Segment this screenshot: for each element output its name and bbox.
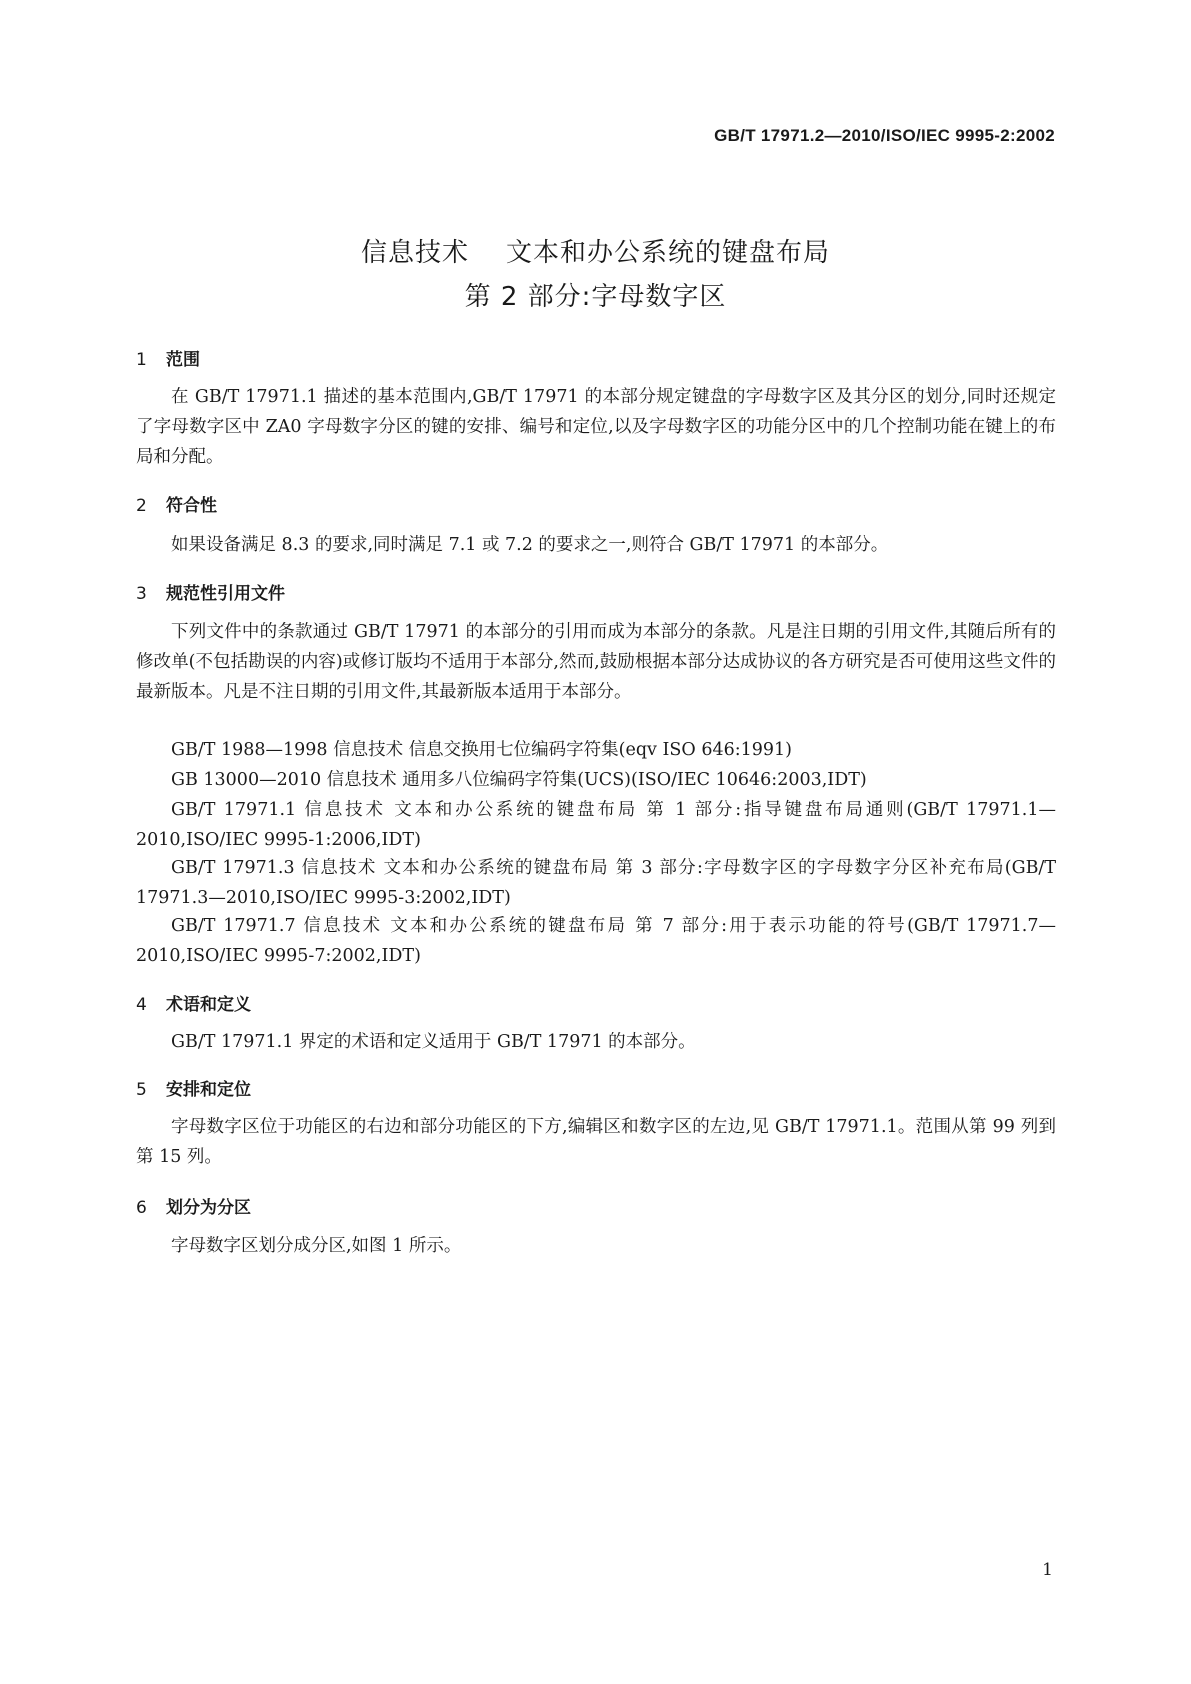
section-2-paragraph: 如果设备满足 8.3 的要求,同时满足 7.1 或 7.2 的要求之一,则符合 GB/T 17971 的本部分。 [171, 535, 889, 555]
section-4-heading [136, 990, 251, 1015]
section-number: 2 [136, 496, 147, 516]
standard-code: GB/T 17971.2—2010/ISO/IEC 9995-2:2002 [714, 126, 1055, 145]
section-2-heading [136, 491, 217, 516]
reference-item: GB/T 17971.7 信息技术 文本和办公系统的键盘布局 第 7 部分:用于表示功能的符号(GB/T 17971.7—2010,ISO/IEC 9995-7:2002,IDT) [136, 916, 1056, 966]
section-number: 1 [136, 350, 147, 370]
document-subtitle: 第 2 部分:字母数字区 [464, 282, 727, 312]
section-number: 4 [136, 995, 147, 1015]
section-title: 安排和定位 [166, 1080, 251, 1100]
section-number: 3 [136, 584, 147, 604]
reference-item: GB/T 1988—1998 信息技术 信息交换用七位编码字符集(eqv ISO 646:1991) [171, 740, 792, 760]
section-1-heading [136, 345, 200, 370]
reference-item: GB/T 17971.1 信息技术 文本和办公系统的键盘布局 第 1 部分:指导键盘布局通则(GB/T 17971.1—2010,ISO/IEC 9995-1:2006,IDT) [136, 800, 1056, 850]
section-number: 6 [136, 1198, 147, 1218]
document-title: 信息技术 文本和办公系统的键盘布局 [360, 238, 831, 268]
reference-item: GB 13000—2010 信息技术 通用多八位编码字符集(UCS)(ISO/IEC 10646:2003,IDT) [171, 770, 867, 790]
section-6-paragraph: 字母数字区划分成分区,如图 1 所示。 [171, 1236, 462, 1256]
section-title: 划分为分区 [166, 1198, 251, 1218]
section-4-paragraph: GB/T 17971.1 界定的术语和定义适用于 GB/T 17971 的本部分。 [171, 1032, 696, 1052]
section-title: 规范性引用文件 [166, 584, 285, 604]
section-number: 5 [136, 1080, 147, 1100]
section-5-paragraph: 字母数字区位于功能区的右边和部分功能区的下方,编辑区和数字区的左边,见 GB/T 17971.1。范围从第 99 列到第 15 列。 [136, 1117, 1056, 1167]
section-3-heading [136, 579, 285, 604]
section-title: 范围 [166, 350, 200, 370]
section-6-heading [136, 1193, 251, 1218]
reference-item: GB/T 17971.3 信息技术 文本和办公系统的键盘布局 第 3 部分:字母数字区的字母数字分区补充布局(GB/T 17971.3—2010,ISO/IEC 9995-3:2002,IDT) [136, 858, 1056, 908]
section-title: 符合性 [166, 496, 217, 516]
section-title: 术语和定义 [166, 995, 251, 1015]
section-3-paragraph: 下列文件中的条款通过 GB/T 17971 的本部分的引用而成为本部分的条款。凡是注日期的引用文件,其随后所有的修改单(不包括勘误的内容)或修订版均不适用于本部分,然而,鼓励根据本部分达成协议的各方研究是否可使用这些文件的最新版本。凡是不注日期的引用文件,其最新版本适用于本部分。 [136, 622, 1056, 702]
section-1-paragraph: 在 GB/T 17971.1 描述的基本范围内,GB/T 17971 的本部分规定键盘的字母数字区及其分区的划分,同时还规定了字母数字区中 ZA0 字母数字分区的键的安排、编号和定位,以及字母数字区的功能分区中的几个控制功能在键上的布局和分配。 [136, 387, 1056, 467]
section-5-heading [136, 1075, 251, 1100]
page-number: 1 [1042, 1560, 1053, 1580]
